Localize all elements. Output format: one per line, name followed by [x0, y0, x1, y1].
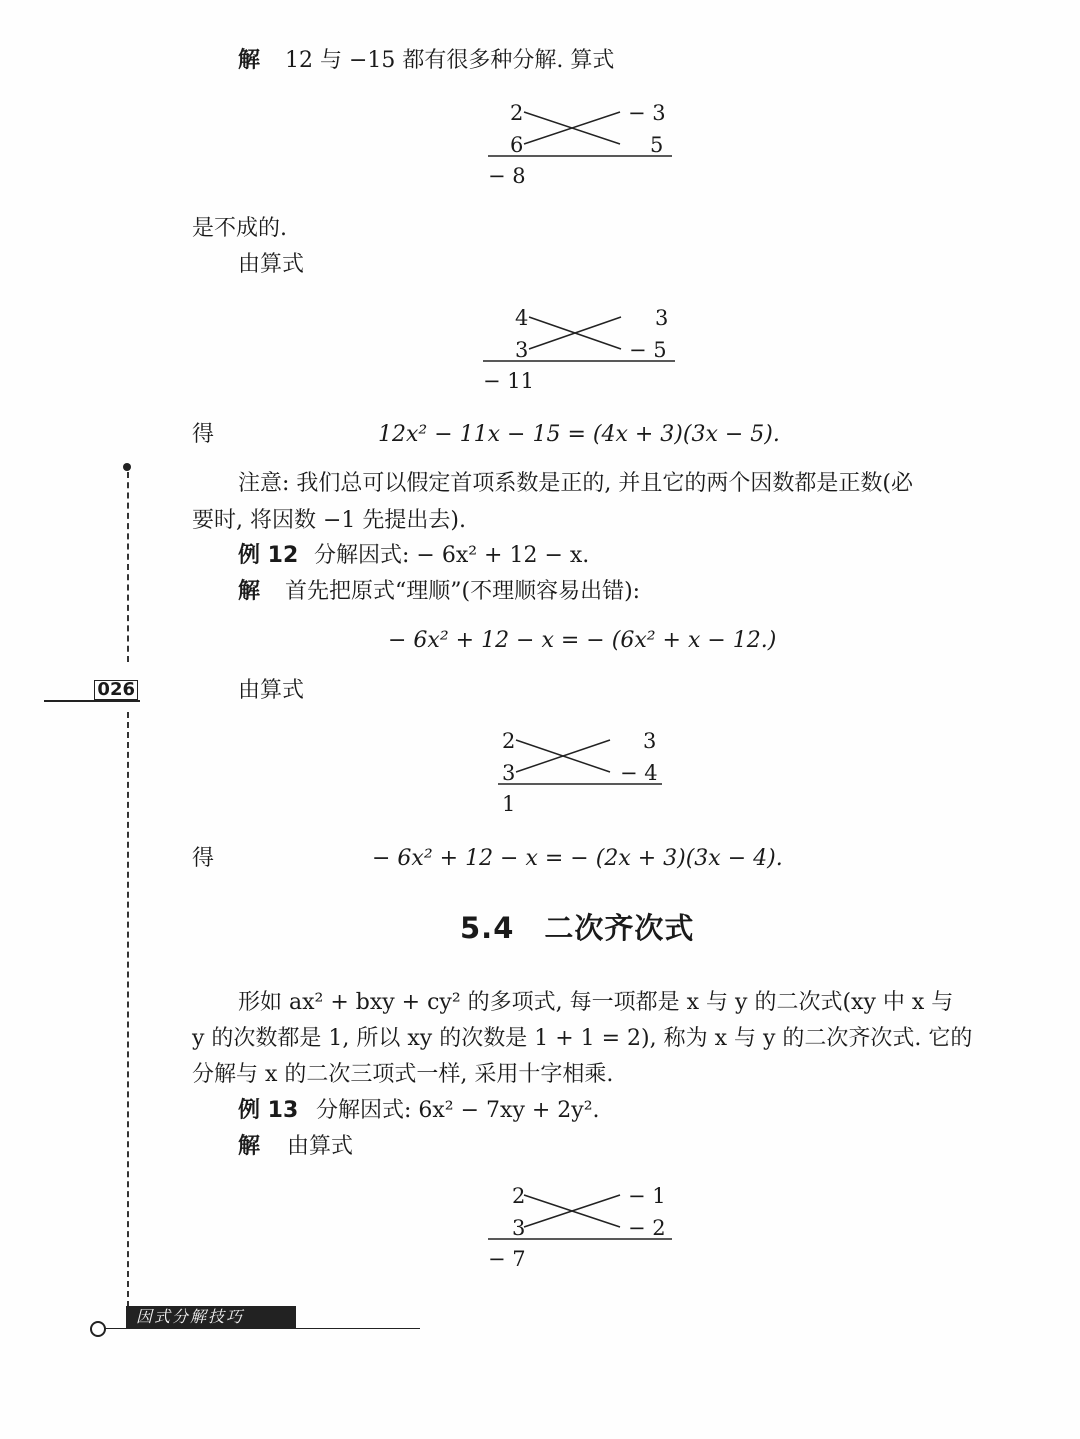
cross-bottom-right: − 4: [620, 761, 658, 785]
cross-result: − 11: [483, 369, 534, 393]
de-label: 得: [192, 422, 215, 447]
cross-multiplication-3: [498, 728, 668, 818]
footer-rule: [100, 1328, 420, 1329]
cross-bottom-left: 3: [515, 338, 529, 362]
solution-label: 解: [238, 48, 261, 73]
page-number: 026: [94, 680, 138, 700]
note-line-2: 要时, 将因数 −1 先提出去).: [192, 508, 466, 533]
factorization-result-2: − 6x² + 12 − x = − (2x + 3)(3x − 4).: [372, 846, 783, 871]
cross-bottom-left: 3: [512, 1216, 526, 1240]
factorization-result-1: 12x² − 11x − 15 = (4x + 3)(3x − 5).: [378, 422, 780, 447]
cross-top-left: 2: [510, 101, 524, 125]
cross-top-right: − 3: [628, 101, 666, 125]
solution-text: 首先把原式“理顺”(不理顺容易出错):: [285, 579, 641, 604]
cross-bottom-right: − 2: [628, 1216, 666, 1240]
cross-multiplication-2: [483, 305, 678, 395]
example-13-text: 分解因式: 6x² − 7xy + 2y².: [316, 1098, 600, 1123]
section-paragraph-line-2: y 的次数都是 1, 所以 xy 的次数是 1 + 1 = 2), 称为 x 与 y 的二次齐次式. 它的: [192, 1026, 973, 1051]
note-line-1: 注意: 我们总可以假定首项系数是正的, 并且它的两个因数都是正数(必: [238, 471, 913, 496]
example-12-label: 例 12: [238, 543, 299, 568]
cross-top-right: 3: [643, 729, 657, 753]
example-12-text: 分解因式: − 6x² + 12 − x.: [314, 543, 590, 568]
de-label: 得: [192, 846, 215, 871]
section-paragraph-line-1: 形如 ax² + bxy + cy² 的多项式, 每一项都是 x 与 y 的二次式(xy 中 x 与: [238, 990, 954, 1015]
rearranged-formula: − 6x² + 12 − x = − (6x² + x − 12.): [388, 628, 777, 653]
cross-multiplication-4: [488, 1183, 678, 1273]
solution-label: 解: [238, 579, 261, 604]
cross-top-right: − 1: [628, 1184, 666, 1208]
section-paragraph-line-3: 分解与 x 的二次三项式一样, 采用十字相乘.: [192, 1062, 614, 1087]
solution-label: 解: [238, 1134, 261, 1159]
solution-text: 由算式: [287, 1134, 354, 1159]
footer-title: 因式分解技巧: [126, 1306, 296, 1328]
page-number-tab: [44, 678, 140, 702]
margin-dot: [123, 463, 131, 471]
margin-dashed-line-upper: [127, 472, 129, 662]
solution-text: 12 与 −15 都有很多种分解. 算式: [285, 48, 615, 73]
not-valid-text: 是不成的.: [192, 216, 287, 241]
cross-bottom-left: 3: [502, 761, 516, 785]
cross-result: − 7: [488, 1247, 526, 1271]
margin-dashed-line-lower: [127, 712, 129, 1307]
footer-circle-icon: [90, 1321, 106, 1337]
cross-multiplication-1: [488, 100, 678, 190]
cross-top-left: 4: [515, 306, 529, 330]
cross-bottom-right: 5: [650, 133, 664, 157]
cross-result: − 8: [488, 164, 526, 188]
cross-result: 1: [502, 792, 516, 816]
cross-top-right: 3: [655, 306, 669, 330]
cross-bottom-right: − 5: [629, 338, 667, 362]
cross-bottom-left: 6: [510, 133, 524, 157]
cross-top-left: 2: [502, 729, 516, 753]
cross-top-left: 2: [512, 1184, 526, 1208]
example-13-label: 例 13: [238, 1098, 299, 1123]
section-heading: 5.4 二次齐次式: [460, 911, 695, 945]
by-formula-text: 由算式: [238, 678, 305, 703]
by-formula-text: 由算式: [238, 252, 305, 277]
